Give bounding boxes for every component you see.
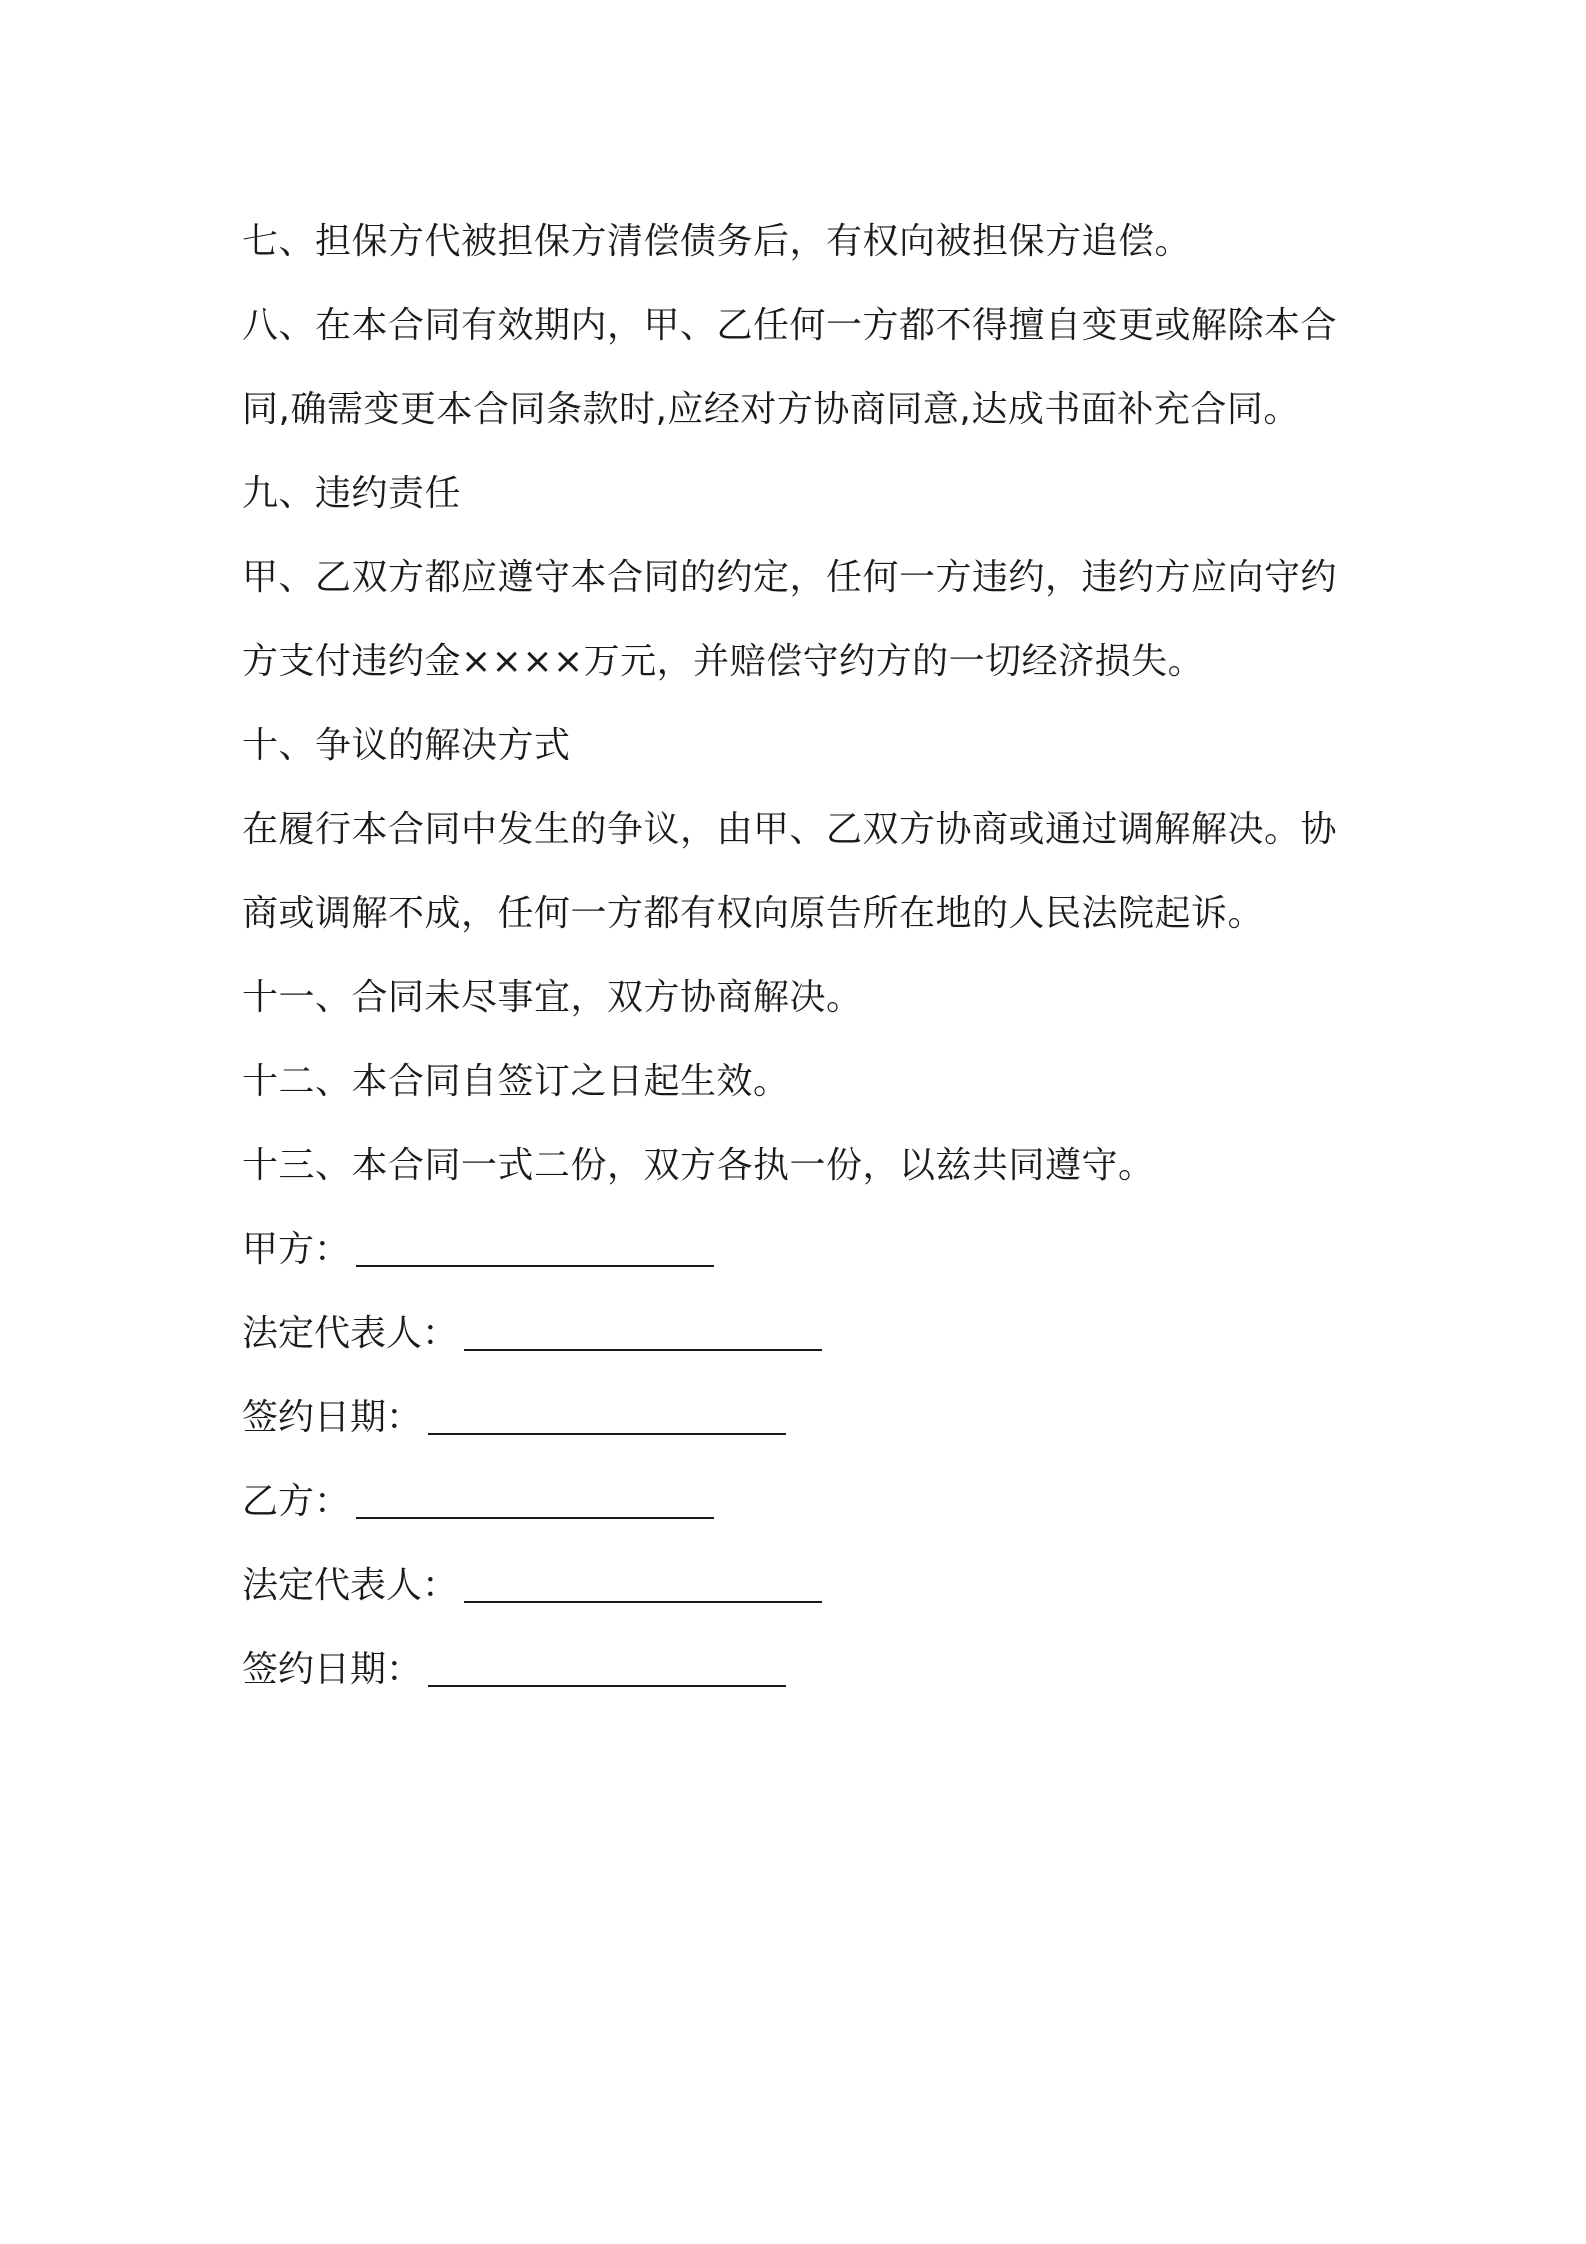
- party-b-representative-label: 法定代表人：: [242, 1565, 459, 1606]
- party-b-date-row: [242, 1628, 1362, 1712]
- clause-10-line-2: 商或调解不成，任何一方都有权向原告所在地的人民法院起诉。: [242, 893, 1265, 934]
- clause-12: 十二、本合同自签订之日起生效。: [242, 1061, 790, 1102]
- party-a-representative-label: 法定代表人：: [242, 1313, 459, 1354]
- party-b-date-label: 签约日期：: [242, 1649, 423, 1690]
- party-a-label: 甲方：: [242, 1229, 351, 1270]
- party-a-date-row: [242, 1376, 1362, 1460]
- party-b-representative-row: [242, 1544, 1362, 1628]
- clause-8-line-2: 同,确需变更本合同条款时,应经对方协商同意,达成书面补充合同。: [242, 389, 1300, 430]
- party-a-signature-row: [242, 1208, 1362, 1292]
- party-a-representative-blank: [464, 1321, 822, 1351]
- party-a-date-label: 签约日期：: [242, 1397, 423, 1438]
- clause-7: 七、担保方代被担保方清偿债务后，有权向被担保方追偿。: [242, 221, 1192, 262]
- clause-11: 十一、合同未尽事宜，双方协商解决。: [242, 977, 863, 1018]
- party-a-date-blank: [428, 1405, 786, 1435]
- party-b-blank: [356, 1489, 714, 1519]
- party-b-date-blank: [428, 1657, 786, 1687]
- clause-10-heading: 十、争议的解决方式: [242, 725, 571, 766]
- clause-13: 十三、本合同一式二份，双方各执一份，以兹共同遵守。: [242, 1145, 1155, 1186]
- clause-9-line-1: 甲、乙双方都应遵守本合同的约定，任何一方违约，违约方应向守约: [242, 557, 1338, 598]
- clause-10-line-1: 在履行本合同中发生的争议，由甲、乙双方协商或通过调解解决。协: [242, 809, 1338, 850]
- party-a-representative-row: [242, 1292, 1362, 1376]
- clause-8-line-1: 八、在本合同有效期内，甲、乙任何一方都不得擅自变更或解除本合: [242, 305, 1338, 346]
- party-a-blank: [356, 1237, 714, 1267]
- clause-9-heading: 九、违约责任: [242, 473, 462, 514]
- party-b-signature-row: [242, 1460, 1362, 1544]
- party-b-label: 乙方：: [242, 1481, 351, 1522]
- clause-9-line-2: 方支付违约金××××万元，并赔偿守约方的一切经济损失。: [242, 641, 1205, 682]
- contract-body: [242, 200, 1362, 1712]
- party-b-representative-blank: [464, 1573, 822, 1603]
